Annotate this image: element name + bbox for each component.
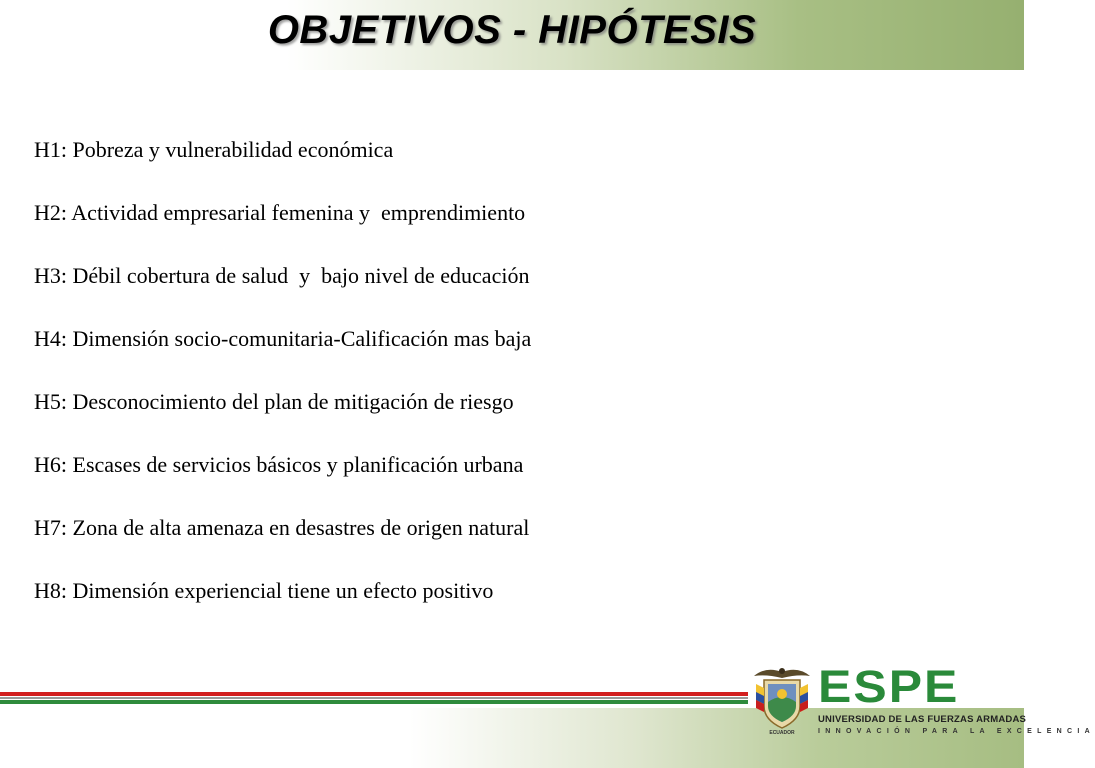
hypothesis-item-h3: H3: Débil cobertura de salud y bajo nivel de educación [34, 263, 530, 288]
hypothesis-item-h2: H2: Actividad empresarial femenina y emprendimiento [34, 200, 526, 225]
footer-divider-red [0, 692, 748, 696]
footer-divider-gray [0, 697, 748, 699]
footer-divider-green [0, 700, 748, 704]
hypothesis-item-h6: H6: Escases de servicios básicos y planificación urbana [34, 452, 524, 477]
university-tagline: INNOVACIÓN PARA LA EXCELENCIA [818, 728, 1095, 735]
crest-caption: ECUADOR [769, 730, 795, 736]
university-name: UNIVERSIDAD DE LAS FUERZAS ARMADAS [818, 714, 1027, 725]
page-title: OBJETIVOS - HIPÓTESIS [267, 8, 757, 52]
hypothesis-item-h7: H7: Zona de alta amenaza en desastres de origen natural [34, 515, 530, 540]
hypotheses-list [34, 136, 531, 640]
hypothesis-item-h1: H1: Pobreza y vulnerabilidad económica [34, 137, 394, 162]
espe-wordmark: ESPE [818, 661, 960, 712]
hypothesis-item-h8: H8: Dimensión experiencial tiene un efecto positivo [34, 578, 494, 603]
hypothesis-item-h4: H4: Dimensión socio-comunitaria-Calificación mas baja [34, 326, 532, 351]
header-band [0, 0, 1024, 70]
espe-logo [750, 661, 1095, 742]
hypothesis-item-h5: H5: Desconocimiento del plan de mitigación de riesgo [34, 389, 514, 414]
